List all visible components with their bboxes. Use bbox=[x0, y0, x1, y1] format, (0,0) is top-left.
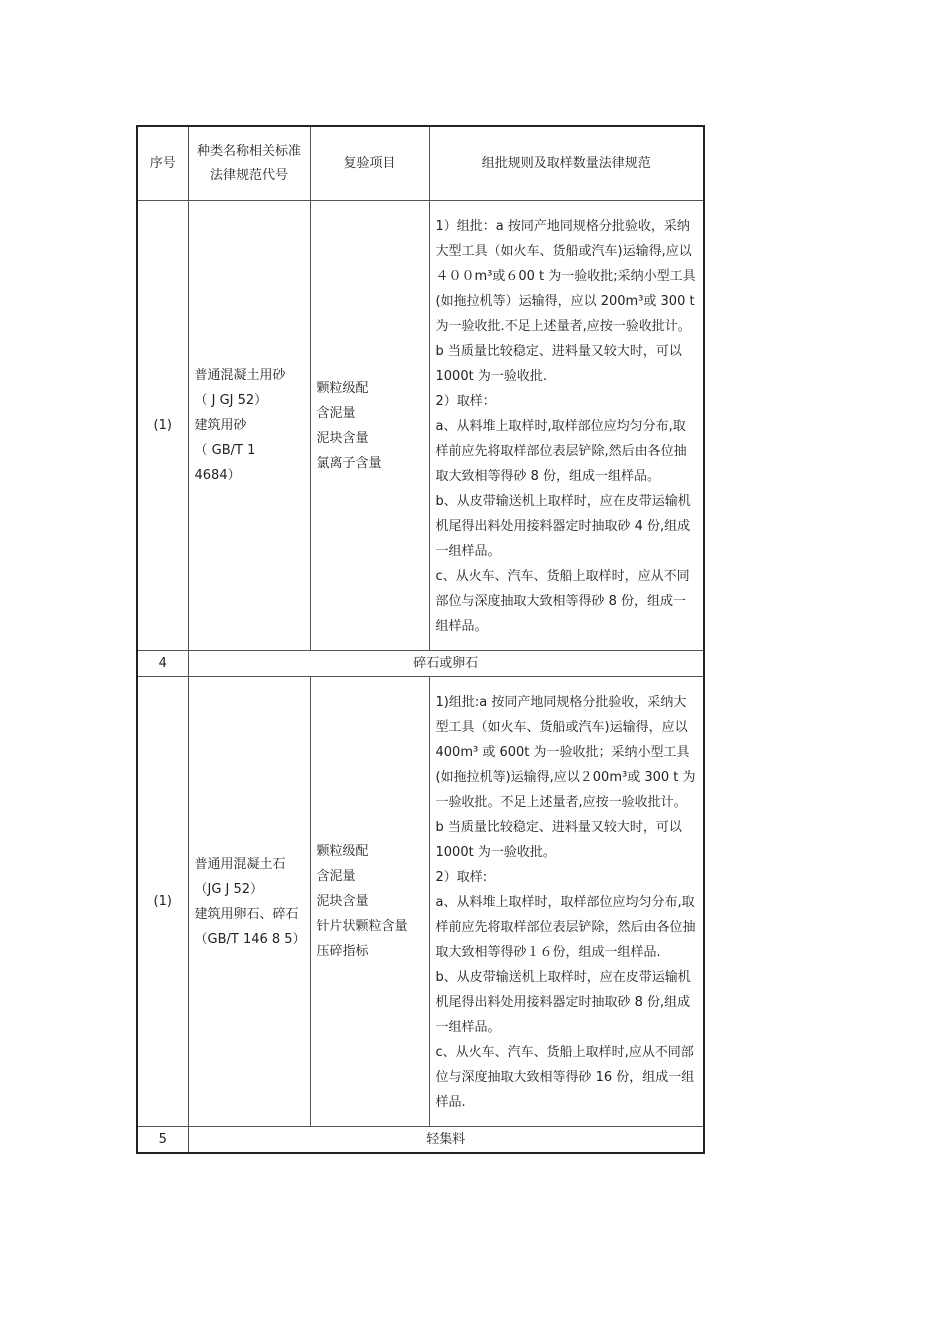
rule-paragraph: 2）取样： bbox=[435, 394, 496, 409]
test-items-cell bbox=[310, 677, 429, 1127]
header-row bbox=[137, 126, 704, 201]
standard-name-line: （JG J 52） bbox=[194, 881, 264, 897]
category-row bbox=[137, 651, 704, 677]
row-serial: (1) bbox=[137, 677, 188, 1127]
rule-paragraph: b、从皮带输送机上取样时，应在皮带运输机机尾得出料处用接料器定时抽取砂 4 份,组成一组样品。 bbox=[435, 494, 691, 559]
test-item: 泥块含量 bbox=[316, 894, 369, 909]
test-item: 泥块含量 bbox=[316, 430, 369, 446]
rule-paragraph: 1）组批：a 按同产地同规格分批验收，采纳大型工具（如火车、货船或汽车)运输得,应以４００m³或６00 t 为一验收批;采纳小型工具(如拖拉机等）运输得，应以 200m³或 300 t 为一验收批.不足上述量者,应按一验收批计。 bbox=[435, 219, 696, 334]
header-items: 复验项目 bbox=[310, 126, 429, 201]
rules-cell bbox=[429, 201, 704, 651]
table-row bbox=[137, 677, 704, 1127]
category-row bbox=[137, 1127, 704, 1154]
header-rules: 组批规则及取样数量法律规范 bbox=[429, 126, 704, 201]
test-item: 颗粒级配 bbox=[316, 844, 369, 859]
standard-name-cell bbox=[188, 677, 310, 1127]
category-title: 碎石或卵石 bbox=[188, 651, 704, 677]
test-item: 颗粒级配 bbox=[316, 380, 369, 396]
rule-paragraph: c、从火车、汽车、货船上取样时，应从不同部位与深度抽取大致相等得砂 8 份，组成一组样品。 bbox=[435, 569, 690, 634]
test-item: 含泥量 bbox=[316, 405, 356, 421]
standard-name-line: 普通混凝土用砂 bbox=[194, 368, 286, 383]
test-item: 含泥量 bbox=[316, 869, 356, 884]
category-serial: 4 bbox=[137, 651, 188, 677]
standard-name-line: （ J GJ 52） bbox=[194, 393, 268, 408]
rule-paragraph: c、从火车、汽车、货船上取样时,应从不同部位与深度抽取大致相等得砂 16 份，组成一组样品. bbox=[435, 1045, 695, 1110]
rule-paragraph: 1)组批:a 按同产地同规格分批验收，采纳大型工具（如火车、货船或汽车)运输得，应以400m³ 或 600t 为一验收批；采纳小型工具(如拖拉机等)运输得,应以２00m³或 300 t 为一验收批。不足上述量者,应按一验收批计。 bbox=[435, 695, 696, 810]
standard-name-cell bbox=[188, 201, 310, 651]
test-item: 压碎指标 bbox=[316, 944, 369, 959]
test-item: 氯离子含量 bbox=[316, 455, 382, 471]
standard-name-line: （ GB/T 1 bbox=[194, 443, 256, 458]
rule-paragraph: 2）取样: bbox=[435, 870, 488, 885]
category-title: 轻集料 bbox=[188, 1127, 704, 1154]
row-serial: (1) bbox=[137, 201, 188, 651]
standard-name-line: 4684） bbox=[194, 468, 241, 483]
standard-name-line: 建筑用砂 bbox=[194, 418, 247, 433]
header-serial: 序号 bbox=[137, 126, 188, 201]
rule-paragraph: a、从料堆上取样时，取样部位应均匀分布,取样前应先将取样部位表层铲除，然后由各位抽取大致相等得砂１６份，组成一组样品. bbox=[435, 895, 696, 960]
rule-paragraph: a、从料堆上取样时,取样部位应均匀分布,取样前应先将取样部位表层铲除,然后由各位抽取大致相等得砂 8 份，组成一组样品。 bbox=[435, 419, 687, 484]
table-row bbox=[137, 201, 704, 651]
rule-paragraph: b、从皮带输送机上取样时，应在皮带运输机机尾得出料处用接料器定时抽取砂 8 份,组成一组样品。 bbox=[435, 970, 691, 1035]
standard-name-line: 建筑用卵石、碎石 bbox=[194, 906, 299, 922]
test-item: 针片状颗粒含量 bbox=[316, 919, 408, 934]
standard-name-line: 普通用混凝土石 bbox=[194, 856, 286, 872]
rule-paragraph: b 当质量比较稳定、进料量又较大时，可以1000t 为一验收批. bbox=[435, 344, 682, 384]
spec-table bbox=[136, 125, 705, 1154]
test-items-cell bbox=[310, 201, 429, 651]
rules-cell bbox=[429, 677, 704, 1127]
header-name: 种类名称相关标准法律规范代号 bbox=[188, 126, 310, 201]
rule-paragraph: b 当质量比较稳定、进料量又较大时，可以1000t 为一验收批。 bbox=[435, 820, 682, 860]
category-serial: 5 bbox=[137, 1127, 188, 1154]
standard-name-line: （GB/T 146 8 5） bbox=[194, 931, 306, 947]
